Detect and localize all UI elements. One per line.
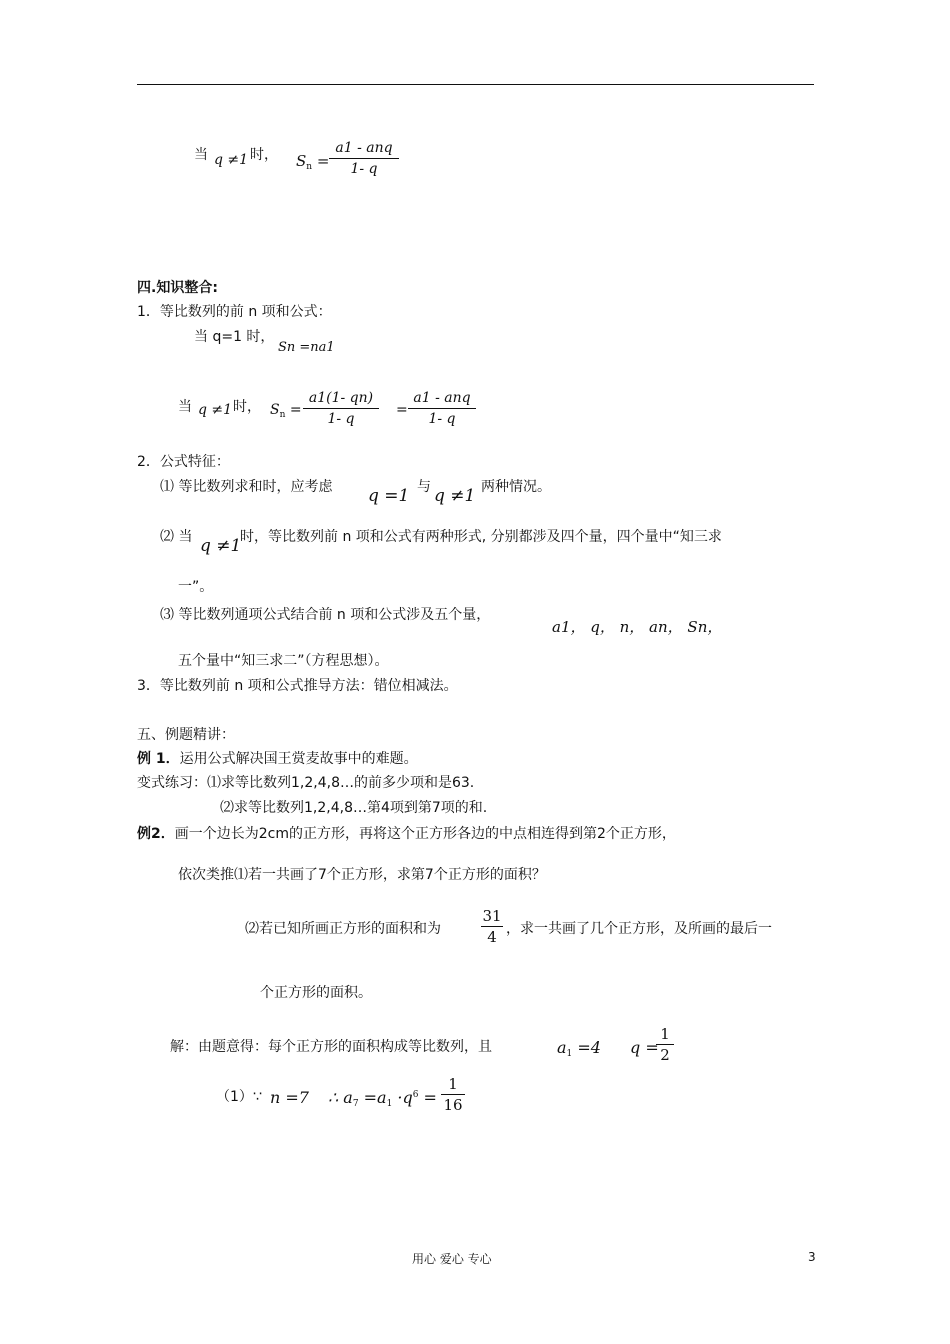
solution-step1-numerator: 1	[448, 1075, 458, 1093]
fraction1-numerator: a1(1- qn)	[308, 390, 374, 406]
fraction-denominator: 1- q	[350, 161, 378, 177]
example-1-text: 运用公式解决国王赏麦故事中的难题。	[179, 751, 418, 767]
fraction1-denominator: 1- q	[327, 411, 355, 427]
item-1-case1-formula: Sn =na1	[278, 340, 335, 355]
item-2-heading: 2．公式特征：	[137, 454, 230, 470]
item-2-p2-formula: q ≠1	[200, 536, 242, 556]
formula-fraction	[329, 138, 399, 179]
solution-q-lhs: q =	[630, 1038, 659, 1057]
example-2	[137, 825, 676, 843]
item-1-case2-fraction2	[408, 388, 476, 429]
example-2-line4: 个正方形的面积。	[260, 985, 372, 1001]
solution-step1-fraction	[441, 1074, 465, 1115]
solution-text: 解：由题意得：每个正方形的面积构成等比数列，且	[170, 1039, 492, 1055]
fraction2-numerator: a1 - anq	[413, 390, 471, 406]
example-2-label: 例2．	[137, 826, 175, 842]
example-2-line2: 依次类推⑴若一共画了7个正方形，求第7个正方形的面积？	[178, 867, 546, 883]
item-1-case2-cond: q ≠1	[198, 402, 233, 418]
solution-step1-label: （1）∵	[216, 1089, 262, 1105]
text-shi: 时，	[250, 147, 278, 163]
example-1-label: 例 1．	[137, 751, 180, 767]
solution-step1-n: n =7	[270, 1088, 309, 1107]
header-rule	[137, 84, 814, 85]
text-dang: 当	[194, 147, 208, 163]
item-2-p1-c: 两种情况。	[481, 479, 551, 495]
item-1-case2-fraction1	[303, 388, 379, 429]
footer-text: 用心 爱心 专心	[412, 1252, 492, 1266]
item-1-case2-shi: 时，	[233, 399, 261, 415]
item-1-case1-text: 当 q=1 时，	[194, 329, 275, 345]
variant-line-1: 变式练习：⑴求等比数列1,2,4,8…的前多少项和是63.	[137, 775, 475, 791]
example-2-text: 画一个边长为2cm的正方形，再将这个正方形各边的中点相连得到第2个正方形，	[174, 826, 676, 842]
item-2-p3-vars: a1， q， n， an， Sn，	[552, 618, 723, 636]
example-2-line3b: ，求一共画了几个正方形，及所画的最后一	[506, 921, 772, 937]
item-2-p2-b: 时，等比数列前 n 项和公式有两种形式, 分别都涉及四个量，四个量中“知三求	[240, 529, 722, 545]
variant-line-2: ⑵求等比数列1,2,4,8…第4项到第7项的和.	[220, 800, 488, 816]
item-2-p1-b: 与	[417, 479, 431, 495]
solution-step1-denominator: 16	[443, 1096, 463, 1114]
section-title-4: 四.知识整合:	[137, 280, 218, 296]
formula-lhs: $S_n$ =	[296, 152, 330, 172]
item-3: 3．等比数列前 n 项和公式推导方法：错位相减法。	[137, 678, 458, 694]
item-2-p2-c: 一”。	[178, 579, 214, 595]
item-2-p1-formula2: q ≠1	[434, 486, 476, 506]
item-2-p3-a: ⑶ 等比数列通项公式结合前 n 项和公式涉及五个量，	[160, 607, 491, 623]
item-1-heading: 1．等比数列的前 n 项和公式：	[137, 304, 332, 320]
solution-step1-eq: ∴ $a_7 =a_1 \cdot q^6$ =	[328, 1088, 437, 1109]
item-1-case2-dang: 当	[178, 399, 192, 415]
item-2-p3-b: 五个量中“知三求二”（方程思想）。	[178, 653, 389, 669]
solution-a1: $a_1 =4$	[557, 1038, 601, 1059]
page-number: 3	[808, 1250, 816, 1264]
example-2-fraction-numerator: 31	[482, 907, 502, 925]
formula-q-cond: q ≠1	[214, 152, 249, 168]
fraction2-denominator: 1- q	[428, 411, 456, 427]
example-2-fraction-denominator: 4	[487, 928, 497, 946]
section-title-5: 五、例题精讲：	[137, 727, 235, 743]
example-2-fraction	[481, 906, 503, 947]
example-2-line3a: ⑵若已知所画正方形的面积和为	[245, 921, 441, 937]
item-2-p1-formula1: q =1	[368, 486, 410, 506]
example-1	[137, 750, 418, 768]
fraction-numerator: a1 - anq	[335, 140, 393, 156]
item-2-p1-a: ⑴ 等比数列求和时，应考虑	[160, 479, 333, 495]
item-1-case2-lhs: $S_n$ =	[270, 402, 302, 420]
solution-q-fraction	[656, 1024, 674, 1065]
solution-q-denominator: 2	[660, 1046, 670, 1064]
item-2-p2-a: ⑵ 当	[160, 529, 193, 545]
equals-sign: =	[396, 402, 408, 418]
solution-q-numerator: 1	[660, 1025, 670, 1043]
